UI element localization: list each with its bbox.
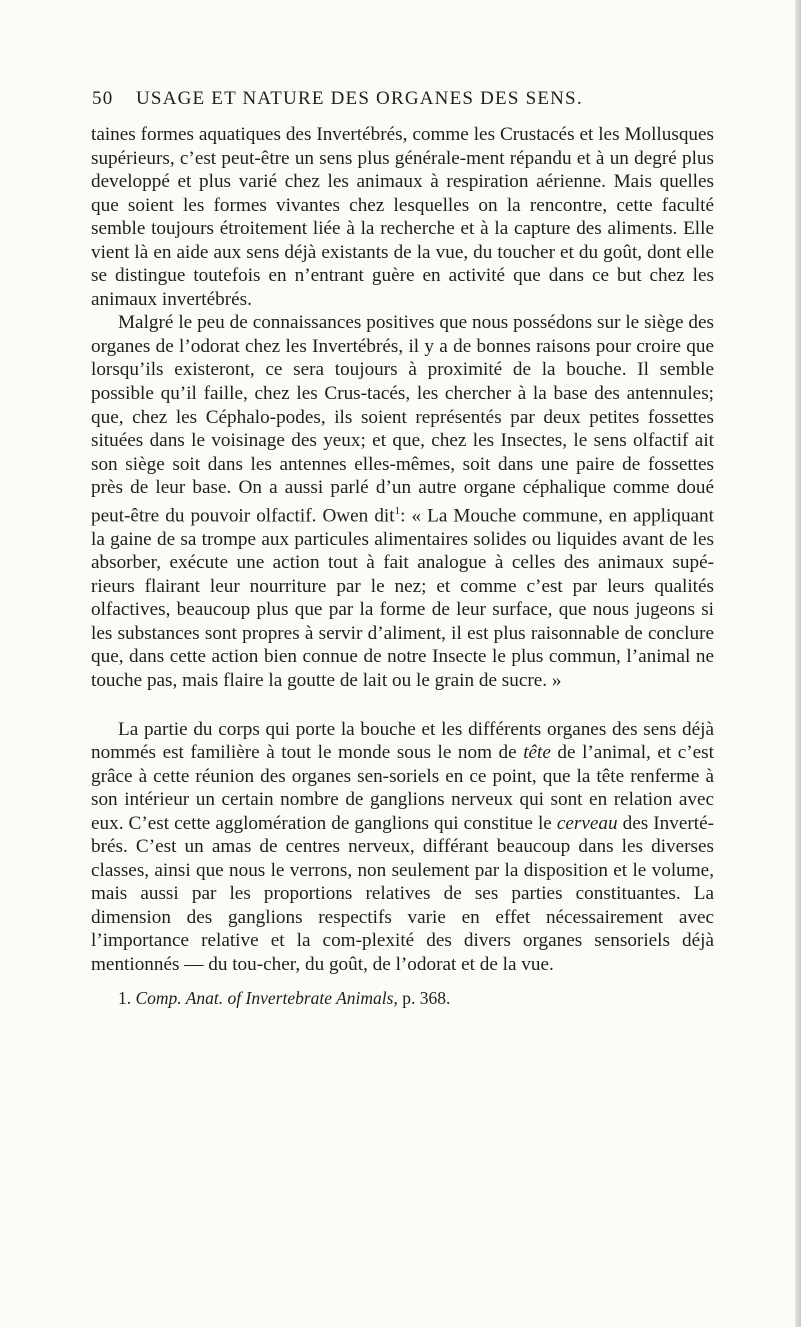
footnote-source: Comp. Anat. of Invertebrate Animals, xyxy=(135,987,398,1008)
paragraph-3-text-c: des Inverté-brés. C’est un amas de centres nerveux, différant beaucoup dans les diverses classes, ainsi que nous le verrons, non seulement par la disposition et le volume, mais aussi par les proportions relatives de ses parties constituantes. La dimension des ganglions respectifs varie en effet nécessairement avec l’importance relative et la com-plexité des divers organes sensoriels déjà mentionnés — du tou-cher, du goût, de l’odorat et de la vue. xyxy=(91,812,714,975)
running-header xyxy=(92,88,712,110)
body-text xyxy=(91,123,714,1009)
footnote xyxy=(91,987,714,1009)
paragraph-2 xyxy=(91,311,714,692)
term-tete: tête xyxy=(523,742,551,764)
footnote-ref: 1 xyxy=(394,504,401,517)
paragraph-3-text-a: La partie du corps qui porte la bouche et les différents organes des sens déjà nommés est familière à tout le monde sous le nom de xyxy=(91,718,714,764)
paragraph-2-text-a: Malgré le peu de connaissances positives que nous possédons sur le siège des organes de l’odorat chez les Invertébrés, il y a de bonnes raisons pour croire que lorsqu’ils existeront, ce sera toujours à proximité de la bouche. Il semble possible qu’il faille, chez les Crus-tacés, les chercher à la base des antennules; que, chez les Céphalo-podes, ils soient représentés par deux petites fossettes situées dans le voisinage des yeux; et que, chez les Insectes, le sens olfactif ait son siège soit dans les antennes elles-mêmes, soit dans une paire de fossettes près de leur base. On a aussi parlé d’un autre organe céphalique comme doué peut-être du pouvoir olfactif. Owen dit xyxy=(91,312,714,527)
paragraph-1: taines formes aquatiques des Invertébrés, comme les Crustacés et les Mollusques supérieurs, c’est peut-être un sens plus générale-ment répandu et à un degré plus developpé et plus varié chez les animaux à respiration aérienne. Mais quelles que soient les formes vivantes chez lesquelles on la rencontre, cette faculté semble toujours étroitement liée à la recherche et à la capture des aliments. Elle vient là en aide aux sens déjà existants de la vue, du toucher et du goût, dont elle se distingue toutefois en n’entrant guère en activité que dans ce but chez les animaux invertébrés. xyxy=(91,124,714,310)
paragraph-2-text-b: : « La Mouche commune, en appliquant la gaine de sa trompe aux particules alimentaires solides ou liquides avant de les absorber, exécute une action tout à fait analogue à celles des animaux supé-rieurs flairant leur nourriture par le nez; et comme c’est par leurs qualités olfactives, beaucoup plus que par la forme de leur surface, que nous jugeons si les substances sont propres à servir d’aliment, il est plus raisonnable de conclure que, dans cette action bien connue de notre Insecte le plus commun, l’animal ne touche pas, mais flaire la goutte de lait ou le grain de sucre. » xyxy=(91,505,714,691)
page-number: 50 xyxy=(92,88,114,109)
page-edge-shadow xyxy=(795,0,801,1327)
footnote-page: p. 368. xyxy=(402,987,451,1008)
paragraph-3 xyxy=(91,718,714,977)
running-title: USAGE ET NATURE DES ORGANES DES SENS. xyxy=(136,88,583,109)
paragraph-3-text-b: de l’animal, et c’est grâce à cette réunion des organes sen-soriels en ce point, que la tête renferme à son intérieur un certain nombre de ganglions nerveux qui sont en relation avec eux. C’est cette agglomération de ganglions qui constitue le xyxy=(91,742,714,834)
term-cerveau: cerveau xyxy=(556,812,618,834)
footnote-marker: 1. xyxy=(118,987,132,1008)
